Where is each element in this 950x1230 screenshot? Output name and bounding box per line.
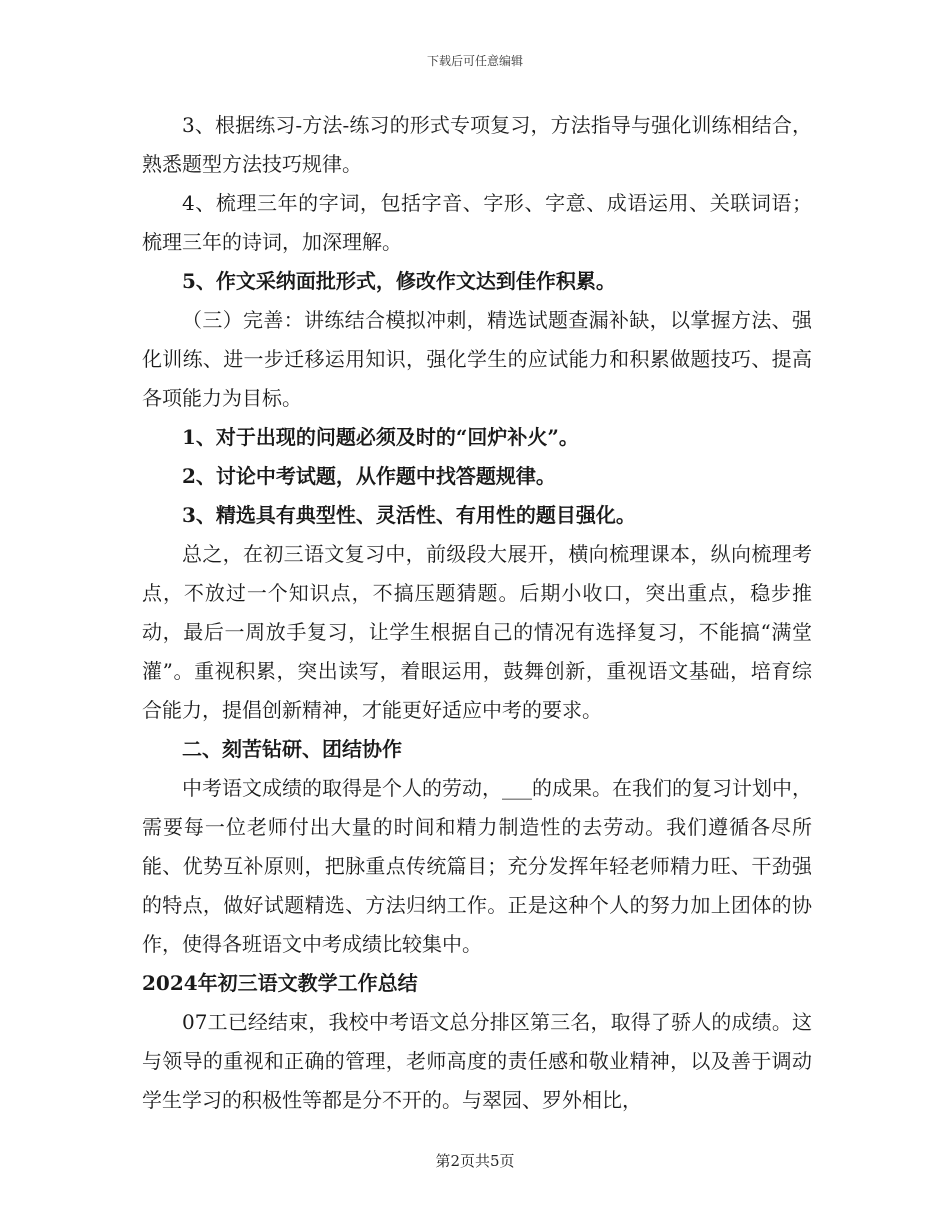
list-item-exam-discussion: 2、讨论中考试题，从作题中找答题规律。: [182, 464, 556, 488]
page-number: 第2页共5页: [435, 1152, 515, 1170]
paragraph-vocabulary-review: 4、梳理三年的字词，包括字音、字形、字意、成语运用、关联词语；梳理三年的诗词，加深理解。: [142, 191, 812, 254]
list-item-selected-questions: 3、精选具有典型性、灵活性、有用性的题目强化。: [182, 503, 636, 527]
list-item-problem-fix: 1、对于出现的问题必须及时的“回炉补火”。: [182, 425, 579, 449]
document-body: [142, 106, 812, 1120]
paragraph-results: 07工已经结束，我校中考语文总分排区第三名，取得了骄人的成绩。这与领导的重视和正确的管理，老师高度的责任感和敬业精神，以及善于调动学生学习的积极性等都是分不开的。与翠园、罗外相比，: [142, 1010, 812, 1112]
paragraph-improvement: （三）完善：讲练结合模拟冲刺，精选试题查漏补缺，以掌握方法、强化训练、进一步迁移运用知识，强化学生的应试能力和积累做题技巧、提高各项能力为目标。: [142, 308, 812, 410]
section-heading-teamwork: 二、刻苦钻研、团结协作: [182, 737, 402, 761]
paragraph-summary: 总之，在初三语文复习中，前级段大展开，横向梳理课本，纵向梳理考点，不放过一个知识点，不搞压题猜题。后期小收口，突出重点，稳步推动，最后一周放手复习，让学生根据自己的情况有选择复习，不能搞“满堂灌”。重视积累，突出读写，着眼运用，鼓舞创新，重视语文基础，培育综合能力，提倡创新精神，才能更好适应中考的要求。: [142, 542, 812, 722]
page-header: 下载后可任意编辑: [426, 54, 523, 68]
document-title: 2024年初三语文教学工作总结: [142, 971, 418, 995]
paragraph-composition: 5、作文采纳面批形式，修改作文达到佳作积累。: [182, 269, 616, 293]
paragraph-review-method: 3、根据练习-方法-练习的形式专项复习，方法指导与强化训练相结合，熟悉题型方法技巧规律。: [142, 113, 812, 176]
paragraph-teamwork: 中考语文成绩的取得是个人的劳动，___的成果。在我们的复习计划中，需要每一位老师付出大量的时间和精力制造性的去劳动。我们遵循各尽所能、优势互补原则，把脉重点传统篇目；充分发挥年轻老师精力旺、干劲强的特点，做好试题精选、方法归纳工作。正是这种个人的努力加上团体的协作，使得各班语文中考成绩比较集中。: [142, 776, 812, 956]
